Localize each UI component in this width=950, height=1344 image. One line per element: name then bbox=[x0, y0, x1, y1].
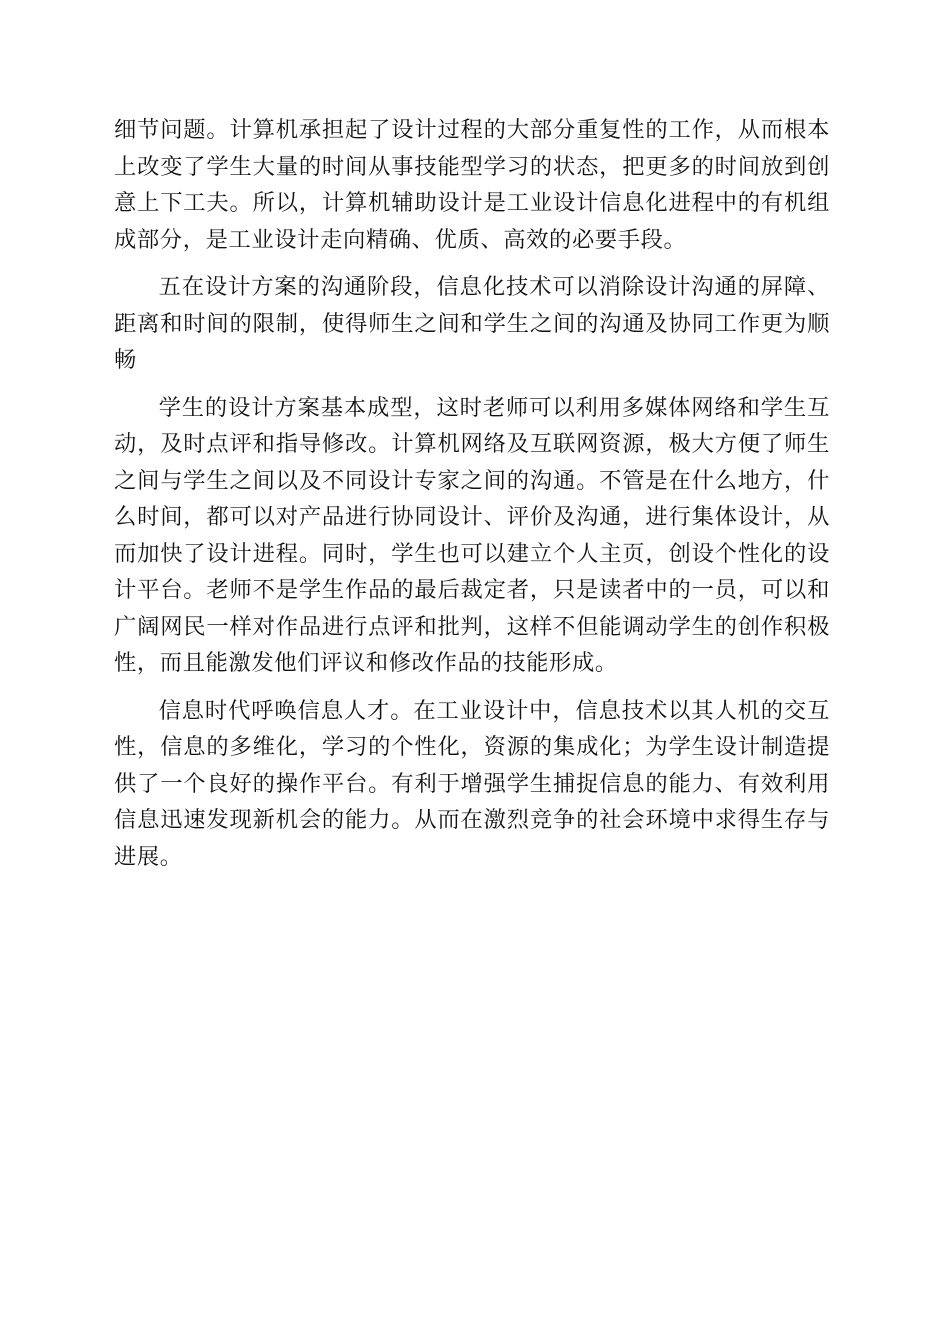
paragraph-student-design-review: 学生的设计方案基本成型，这时老师可以利用多媒体网络和学生互动，及时点评和指导修改。计算机网络及互联网资源，极大方便了师生之间与学生之间以及不同设计专家之间的沟通。不管是在什么地方，什么时间，都可以对产品进行协同设计、评价及沟通，进行集体设计，从而加快了设计进程。同时，学生也可以建立个人主页，创设个性化的设计平台。老师不是学生作品的最后裁定者，只是读者中的一员，可以和广阔网民一样对作品进行点评和批判，这样不但能调动学生的创作积极性，而且能激发他们评议和修改作品的技能形成。 bbox=[114, 394, 830, 676]
paragraph-information-talent: 信息时代呼唤信息人才。在工业设计中，信息技术以其人机的交互性，信息的多维化，学习的个性化，资源的集成化；为学生设计制造提供了一个良好的操作平台。有利于增强学生捕捉信息的能力、有效利用信息迅速发现新机会的能力。从而在激烈竞争的社会环境中求得生存与进展。 bbox=[114, 697, 830, 870]
paragraph-cad-summary: 细节问题。计算机承担起了设计过程的大部分重复性的工作，从而根本上改变了学生大量的时间从事技能型学习的状态，把更多的时间放到创意上下工夫。所以，计算机辅助设计是工业设计信息化进程中的有机组成部分，是工业设计走向精确、优质、高效的必要手段。 bbox=[114, 117, 830, 253]
paragraph-communication-stage: 五在设计方案的沟通阶段，信息化技术可以消除设计沟通的屏障、距离和时间的限制，使得师生之间和学生之间的沟通及协同工作更为顺畅 bbox=[114, 274, 830, 373]
document-body bbox=[114, 112, 830, 886]
